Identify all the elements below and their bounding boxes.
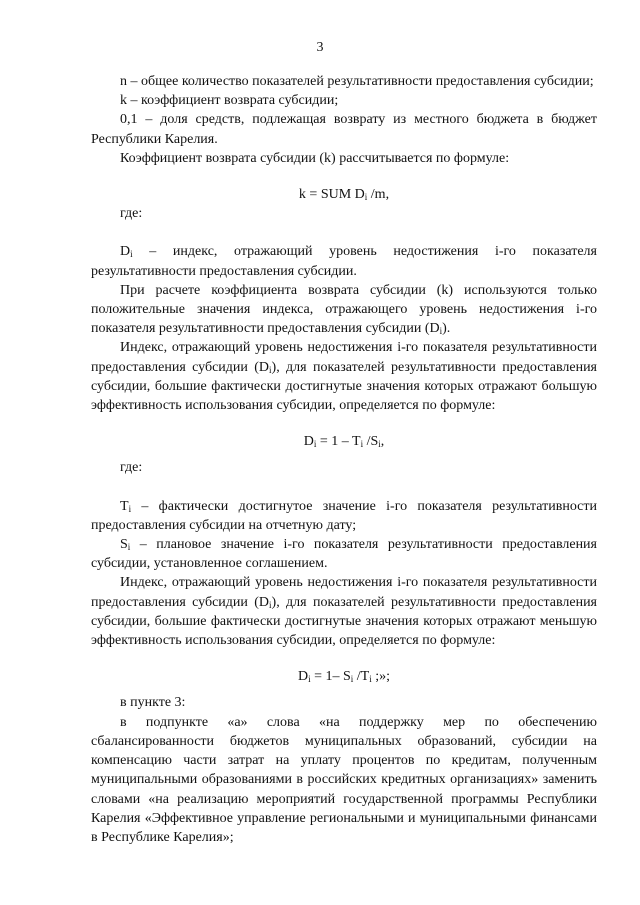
formula-di-2-sub-c: i (369, 674, 372, 685)
positive-values-text: При расчете коэффициента возврата субсидии (k) используются только положительные значения индекса, отражающего уровень недостижения i-го показателя результативности предоставления субсидии (D (91, 282, 597, 337)
formula-k (91, 185, 597, 204)
si-symbol-sub: i (127, 542, 131, 553)
index-greater-rest: ), для показателей результативности предоставления субсидии, большие фактически достигнутые значения которых отражают большую эффективность использования субсидии, определяется по формуле: (91, 359, 597, 414)
ti-symbol: T (120, 498, 129, 514)
formula-di-2-part-d: ;»; (371, 669, 391, 685)
positive-values-end: ). (442, 321, 451, 337)
paragraph-clause-3: в пункте 3: (120, 695, 186, 711)
di-symbol-sub: i (130, 249, 133, 260)
positive-values-sub: i (439, 326, 443, 337)
formula-di-2 (91, 667, 597, 686)
where-label-1: где: (120, 206, 143, 222)
formula-k-pre: k = SUM D (298, 187, 365, 203)
paragraph-index-lesser (91, 573, 597, 650)
index-greater-text: Индекс, отражающий уровень недостижения i-го показателя результативности предоставления субсидии (D (91, 340, 597, 375)
si-symbol: S (120, 537, 128, 553)
formula-k-post: /m, (367, 187, 390, 203)
formula-di-2-part-b: = 1– S (310, 669, 351, 685)
paragraph-k-formula-intro: Коэффициент возврата субсидии (k) рассчитывается по формуле: (120, 150, 510, 166)
index-greater-sub: i (269, 364, 272, 375)
ti-definition-text: – фактически достигнутое значение i-го показателя результативности предоставления субсидии на отчетную дату; (91, 498, 597, 533)
formula-di-2-part-a: D (297, 669, 309, 685)
formula-di-2-part-c: /T (353, 669, 370, 685)
paragraph-ti-definition (91, 497, 597, 535)
paragraph-n-definition: n – общее количество показателей результативности предоставления субсидии; (120, 74, 594, 89)
si-definition-text: – плановое значение i-го показателя результативности предоставления субсидии, установленное соглашением. (91, 537, 597, 572)
index-lesser-text: Индекс, отражающий уровень недостижения i-го показателя результативности предоставления субсидии (D (91, 575, 597, 610)
formula-di-1-part-a: D (303, 434, 314, 450)
paragraph-di-definition (91, 242, 597, 280)
formula-di-1-sub-a: i (313, 439, 317, 450)
formula-di-2-sub-b: i (350, 674, 354, 685)
di-symbol: D (120, 244, 131, 260)
formula-di-1 (91, 432, 597, 451)
index-lesser-rest: ), для показателей результативности предоставления субсидии, большие фактически достигнутые значения которых отражают меньшую эффективность использования субсидии, определяется по формуле: (91, 594, 597, 649)
paragraph-index-greater (91, 338, 597, 415)
page-number: 3 (316, 40, 324, 55)
formula-k-sub: i (364, 192, 368, 203)
paragraph-share-definition: 0,1 – доля средств, подлежащая возврату из местного бюджета в бюджет Республики Карелия. (91, 112, 597, 147)
index-lesser-sub: i (269, 599, 272, 610)
paragraph-si-definition (91, 535, 597, 573)
formula-di-1-sub-b: i (360, 439, 364, 450)
paragraph-k-definition: k – коэффициент возврата субсидии; (120, 93, 339, 109)
formula-di-1-sub-c: i (378, 439, 381, 450)
paragraph-subclause-a: в подпункте «а» слова «на поддержку мер по обеспечению сбалансированности бюджетов муниципальных образований, субсидии на компенсацию части затрат на уплату процентов по кредитам, полученным муниципальными образованиями в российских кредитных организациях» заменить словами «на реализацию мероприятий государственной программы Республики Карелия «Эффективное управление региональными и муниципальными финансами в Республике Карелия»; (91, 714, 597, 845)
document-body (91, 72, 597, 847)
ti-symbol-sub: i (128, 503, 132, 514)
di-definition-text: – индекс, отражающий уровень недостижения i-го показателя результативности предоставления субсидии. (91, 244, 597, 279)
paragraph-positive-values (91, 281, 597, 339)
where-label-2: где: (120, 460, 143, 476)
formula-di-1-part-c: /S (363, 434, 379, 450)
formula-di-1-part-d: , (380, 434, 385, 450)
formula-di-2-sub-a: i (308, 674, 311, 685)
formula-di-1-part-b: = 1 – T (316, 434, 361, 450)
